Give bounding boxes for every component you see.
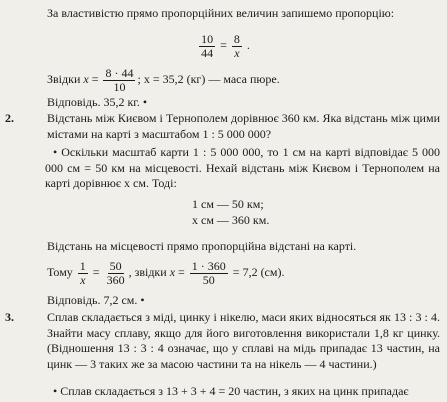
task-3-number: 3. [5,310,14,324]
ratio-row-1: 1 см — 50 км; [192,197,264,211]
intro-line: За властивістю прямо пропорційних величин запишемо пропорцію: [47,6,395,20]
task-2-number: 2. [5,111,14,125]
solution-line-1: Звідки x = $\frac{8 \cdot 44}{10}$ ; x = 35,2 (кг) — маса пюре. [47,66,280,94]
fraction-1-x: $\frac{1}{x}$ [79,259,86,287]
fraction-8-x: $\frac{8}{x}$ [233,32,240,60]
task-2-text: Відстань між Києвом і Тернополем дорівнює 360 км. Яка відстань між цими містами на карті з масштабом 1 : 5 000 000? [47,111,440,141]
task-2-statement: Відстань на місцевості прямо пропорційна відстані на карті. [47,239,357,253]
task-3-text: Сплав складається з міді, цинку і нікелю, маси яких відносяться як 13 : 3 : 4. Знайти масу сплаву, якщо для його виготовлення використали 1,8 кг цинку. (Відношення 13 : 3 : 4 означає, що у сплаві на мідь припадає 13 частин, на цинк — 3 таких же за масою частини та на нікель — 4 частини.) [47,310,440,371]
fraction-1x360-50: $\frac{1 \cdot 360}{50}$ [191,259,226,287]
fraction-50-360: $\frac{50}{360}$ [106,259,125,287]
answer-2: Відповідь. 7,2 см. • [47,293,145,307]
task-2-solution: • Оскільки масштаб карти 1 : 5 000 000, то 1 см на карті відповідає 5 000 000 см = 50 км на місцевості. Нехай відстань між Києвом і Тернополем на карті дорівнює x см. Тоді: [45,145,440,191]
task-3-solution: • Сплав складається з 13 + 3 + 4 = 20 частин, з яких на цинк припадає [53,384,409,398]
ratio-row-2: x см — 360 км. [192,213,270,227]
answer-1: Відповідь. 35,2 кг. • [47,95,148,109]
fraction-8x44-10: $\frac{8 \cdot 44}{10}$ [105,66,134,94]
proportion-1: $\frac{10}{44}$ = $\frac{8}{x}$ . [201,32,250,60]
task-2-equation: Тому $\frac{1}{x}$ = $\frac{50}{360}$ , звідки x = $\frac{1 \cdot 360}{50}$ = 7,2 (см). [47,259,285,287]
fraction-10-44: $\frac{10}{44}$ [201,32,214,60]
